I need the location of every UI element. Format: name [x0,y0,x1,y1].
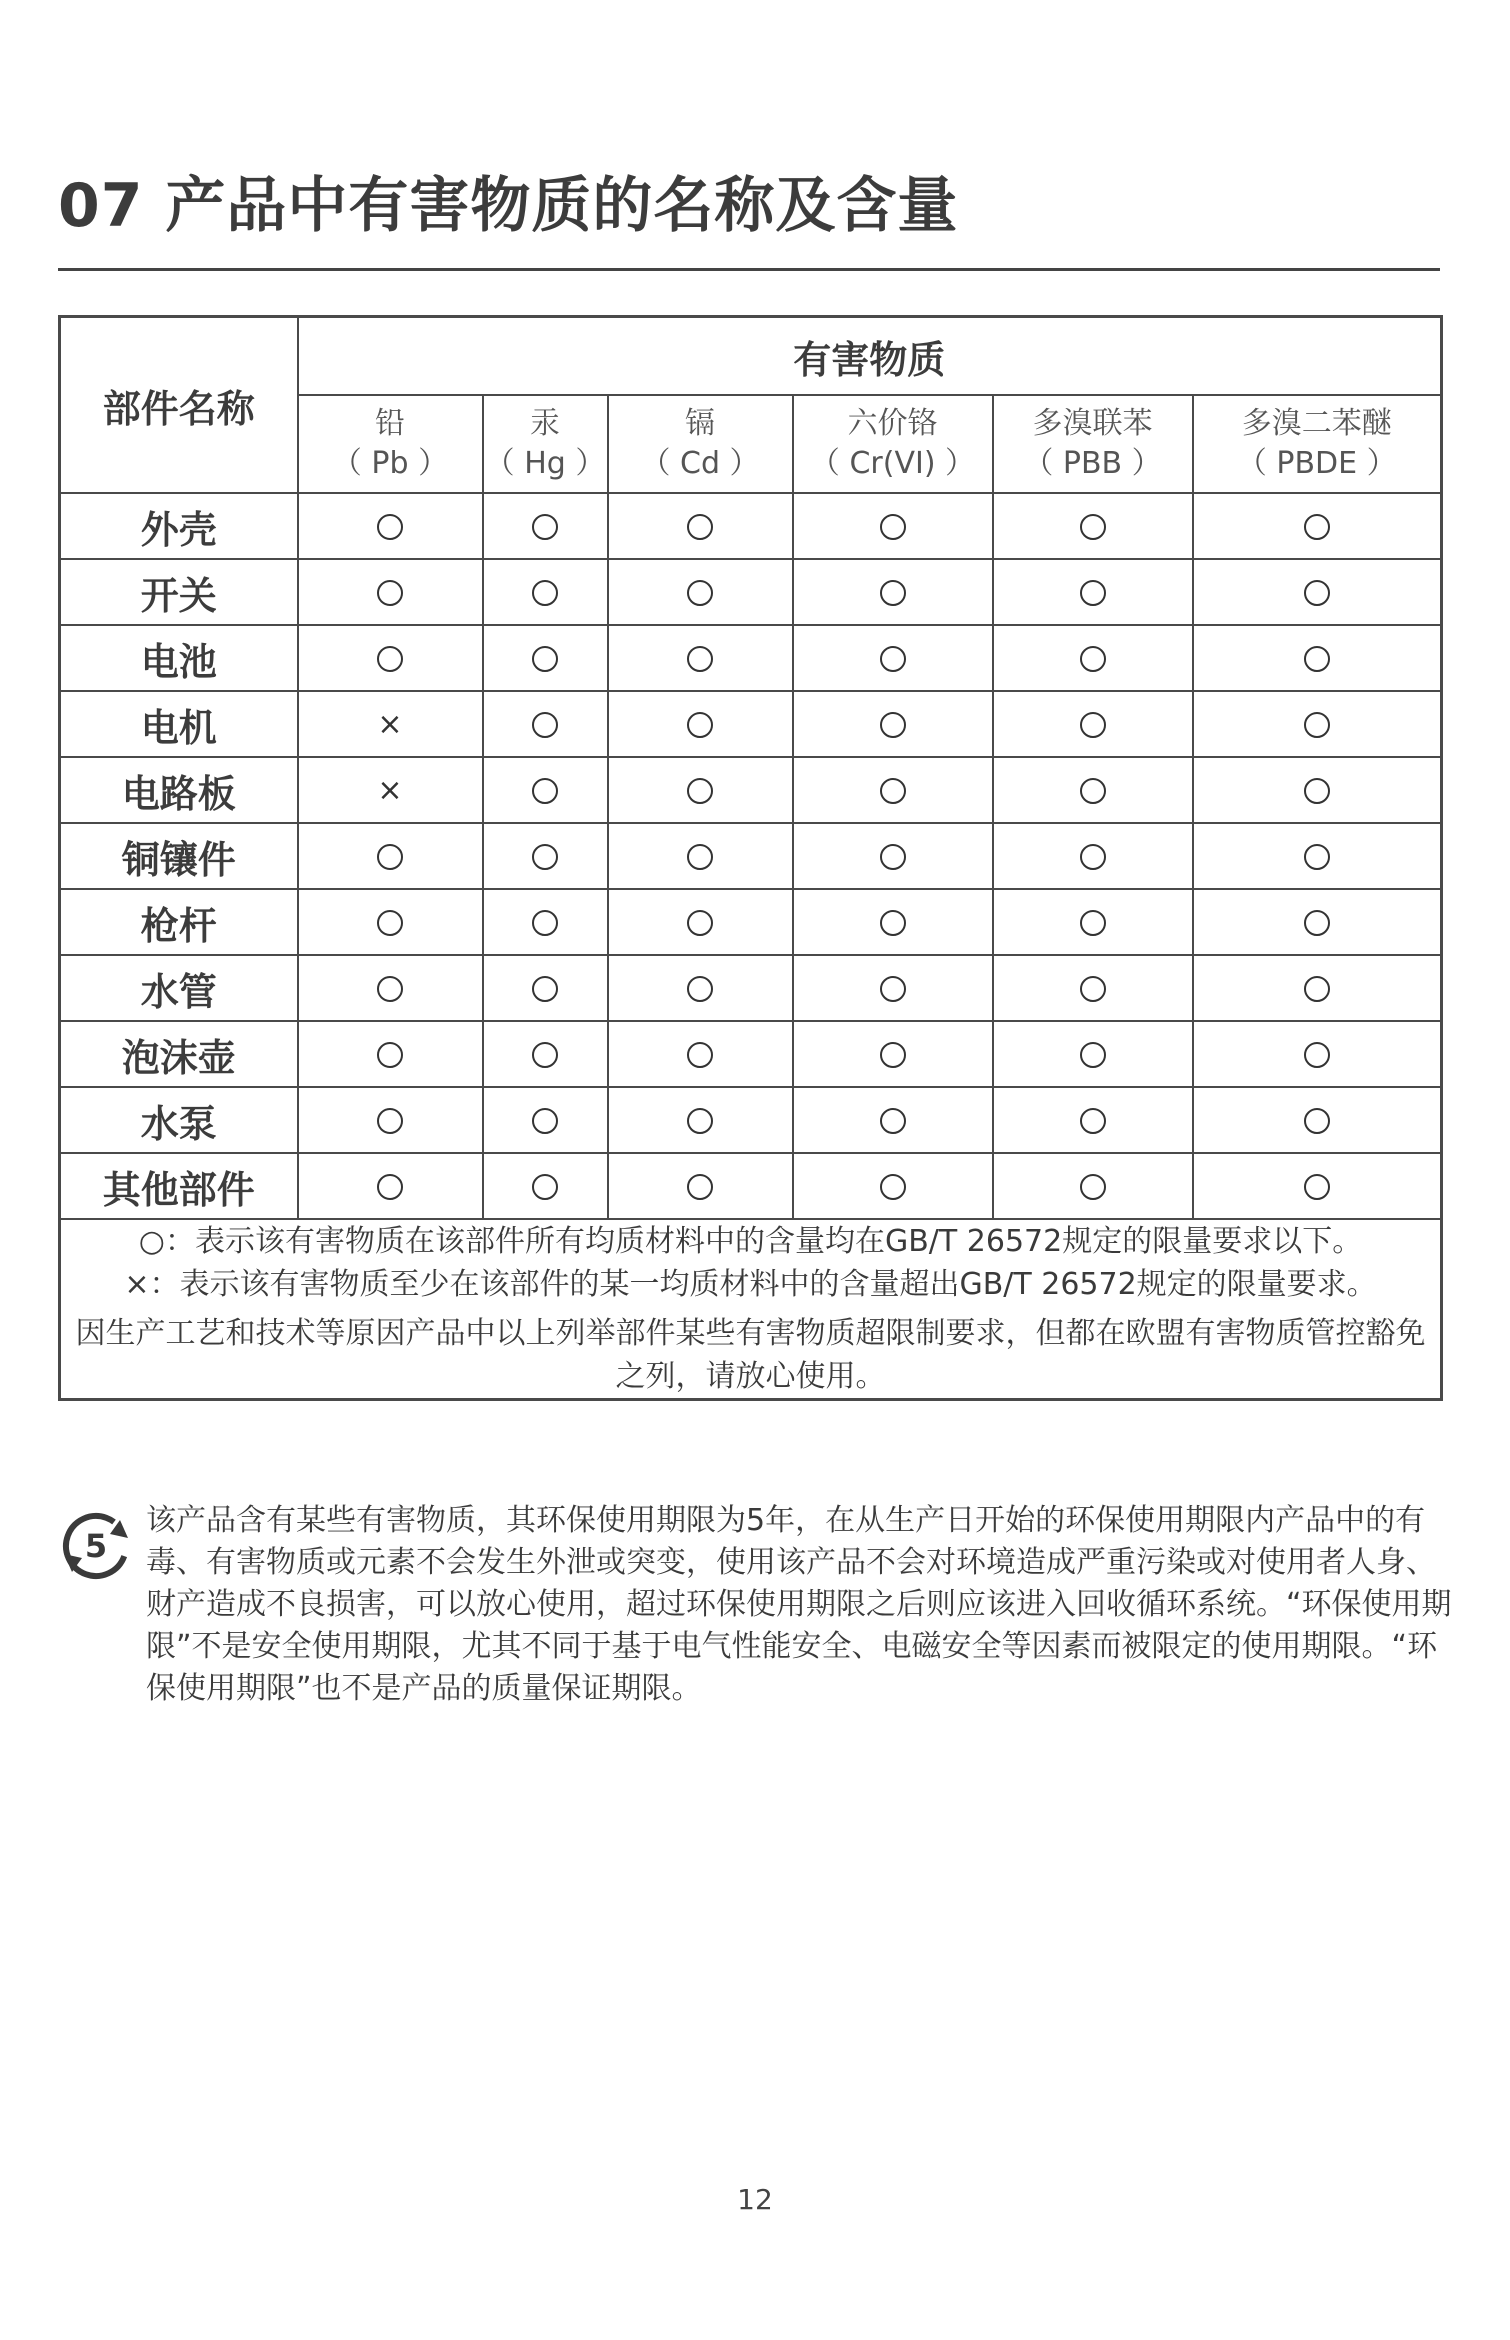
compliant-circle-icon [880,976,906,1002]
substance-mark-cell [1193,493,1442,559]
substance-mark-cell [298,625,483,691]
compliant-circle-icon [1080,1174,1106,1200]
substance-symbol: （ Hg ） [484,446,606,481]
part-name: 泡沫壶 [60,1021,298,1087]
compliant-circle-icon [1080,778,1106,804]
page-title: 07 产品中有害物质的名称及含量 [58,171,959,241]
part-name: 水泵 [60,1087,298,1153]
compliant-circle-icon [880,712,906,738]
compliant-circle-icon [1304,1174,1330,1200]
compliant-circle-icon [1080,976,1106,1002]
substance-mark-cell [298,559,483,625]
compliant-circle-icon [880,1108,906,1134]
part-name: 水管 [60,955,298,1021]
compliant-circle-icon [532,910,558,936]
substance-mark-cell [793,493,993,559]
compliant-circle-icon [1304,580,1330,606]
compliant-circle-icon [377,580,403,606]
substance-mark-cell [993,1153,1193,1219]
compliant-circle-icon [687,1174,713,1200]
substance-mark-cell [298,889,483,955]
substance-mark-cell [608,559,793,625]
rohs-statement [58,1500,1458,1710]
substance-mark-cell [793,625,993,691]
substance-mark-cell [483,1153,608,1219]
compliant-circle-icon [687,1042,713,1068]
circle-note: ○：表示该有害物质在该部件所有均质材料中的含量均在GB/T 26572规定的限量要求以下。 [138,1224,1363,1259]
table-row [60,493,1442,559]
compliant-circle-icon [377,844,403,870]
substance-header [793,395,993,493]
substance-mark-cell [1193,955,1442,1021]
substance-name: 镉 [685,406,715,441]
compliant-circle-icon [532,514,558,540]
compliant-circle-icon [1304,844,1330,870]
substance-mark-cell [483,691,608,757]
compliant-circle-icon [1304,1108,1330,1134]
substance-mark-cell [483,559,608,625]
compliant-circle-icon [532,1174,558,1200]
substance-mark-cell [1193,691,1442,757]
compliant-circle-icon [532,844,558,870]
substance-mark-cell [1193,625,1442,691]
substance-mark-cell [993,1087,1193,1153]
substance-mark-cell [298,493,483,559]
compliant-circle-icon [880,1174,906,1200]
substance-mark-cell [298,823,483,889]
substance-mark-cell [993,889,1193,955]
compliant-circle-icon [377,514,403,540]
substance-mark-cell [483,1087,608,1153]
compliant-circle-icon [1080,844,1106,870]
compliant-circle-icon [1304,646,1330,672]
substance-mark-cell [993,1021,1193,1087]
page-number: 12 [737,2183,773,2216]
hazardous-substances-table [58,315,1443,1401]
exceeds-cross-mark: × [377,707,403,742]
compliant-circle-icon [532,646,558,672]
substance-mark-cell [298,757,483,823]
substance-name: 多溴联苯 [1032,406,1153,441]
substance-mark-cell [793,691,993,757]
substance-header [483,395,608,493]
compliant-circle-icon [1304,910,1330,936]
substance-symbol: （ Cd ） [640,446,760,481]
substance-mark-cell [483,1021,608,1087]
substance-mark-cell [993,625,1193,691]
substance-name: 六价铬 [847,406,938,441]
compliant-circle-icon [1080,910,1106,936]
substance-mark-cell [993,559,1193,625]
substance-mark-cell [793,559,993,625]
substance-mark-cell [993,823,1193,889]
compliant-circle-icon [1080,580,1106,606]
substance-mark-cell [793,1021,993,1087]
compliant-circle-icon [880,514,906,540]
table-row [60,823,1442,889]
compliant-circle-icon [1304,1042,1330,1068]
part-name: 枪杆 [60,889,298,955]
substance-mark-cell [793,757,993,823]
hazardous-substance-header: 有害物质 [298,317,1442,396]
substance-mark-cell [608,1087,793,1153]
table-row [60,559,1442,625]
compliant-circle-icon [880,844,906,870]
table-row [60,691,1442,757]
compliant-circle-icon [1080,1108,1106,1134]
substance-symbol: （ PBDE ） [1236,446,1397,481]
substance-mark-cell [793,823,993,889]
compliant-circle-icon [1304,778,1330,804]
substance-symbol: （ PBB ） [1023,446,1162,481]
substance-mark-cell [298,1087,483,1153]
compliant-circle-icon [687,646,713,672]
table-row [60,1021,1442,1087]
substance-name: 多溴二苯醚 [1241,406,1392,441]
substance-mark-cell [608,955,793,1021]
compliant-circle-icon [377,646,403,672]
compliant-circle-icon [880,646,906,672]
compliant-circle-icon [532,976,558,1002]
substance-mark-cell [608,1021,793,1087]
compliant-circle-icon [377,910,403,936]
part-name: 开关 [60,559,298,625]
substance-mark-cell [993,955,1193,1021]
title-divider [58,268,1440,271]
compliant-circle-icon [687,910,713,936]
compliant-circle-icon [1080,1042,1106,1068]
part-name-header: 部件名称 [60,317,298,494]
substance-mark-cell [298,955,483,1021]
compliant-circle-icon [1080,712,1106,738]
substance-mark-cell [793,889,993,955]
compliant-circle-icon [1080,646,1106,672]
compliant-circle-icon [532,1108,558,1134]
compliant-circle-icon [880,580,906,606]
compliant-circle-icon [532,1042,558,1068]
substance-mark-cell [608,493,793,559]
substance-mark-cell [483,757,608,823]
substance-mark-cell [1193,1153,1442,1219]
substance-symbol: （ Cr(VI) ） [809,446,976,481]
table-row [60,889,1442,955]
exemption-note: 因生产工艺和技术等原因产品中以上列举部件某些有害物质超限制要求，但都在欧盟有害物质管控豁免之列，请放心使用。 [75,1316,1426,1394]
table-row [60,757,1442,823]
substance-header [993,395,1193,493]
compliant-circle-icon [377,1042,403,1068]
table-row [60,625,1442,691]
compliant-circle-icon [880,1042,906,1068]
table-row [60,1087,1442,1153]
compliant-circle-icon [880,778,906,804]
substance-mark-cell [1193,757,1442,823]
substance-mark-cell [483,955,608,1021]
compliant-circle-icon [687,778,713,804]
substance-mark-cell [608,1153,793,1219]
substance-mark-cell [1193,823,1442,889]
compliant-circle-icon [687,1108,713,1134]
substance-symbol: （ Pb ） [331,446,449,481]
compliant-circle-icon [687,580,713,606]
compliant-circle-icon [880,910,906,936]
exceeds-cross-mark: × [377,773,403,808]
compliant-circle-icon [687,712,713,738]
substance-mark-cell [483,625,608,691]
cross-note: ×：表示该有害物质至少在该部件的某一均质材料中的含量超出GB/T 26572规定的限量要求。 [124,1267,1377,1302]
icon-number: 5 [84,1527,108,1565]
substance-mark-cell [1193,1021,1442,1087]
substance-header [608,395,793,493]
substance-name: 铅 [375,406,405,441]
compliant-circle-icon [1304,712,1330,738]
substance-mark-cell [298,1153,483,1219]
substance-mark-cell [608,889,793,955]
part-name: 电池 [60,625,298,691]
substance-mark-cell [1193,559,1442,625]
table-row [60,955,1442,1021]
compliant-circle-icon [377,976,403,1002]
compliant-circle-icon [1080,514,1106,540]
substance-mark-cell [1193,1087,1442,1153]
substance-mark-cell [608,625,793,691]
substance-mark-cell [993,691,1193,757]
part-name: 电机 [60,691,298,757]
substance-mark-cell [483,493,608,559]
substance-header [298,395,483,493]
substance-mark-cell [298,691,483,757]
compliant-circle-icon [532,778,558,804]
compliant-circle-icon [687,976,713,1002]
substance-mark-cell [793,1087,993,1153]
part-name: 铜镶件 [60,823,298,889]
substance-mark-cell [793,1153,993,1219]
substance-mark-cell [608,691,793,757]
substance-mark-cell [483,889,608,955]
compliant-circle-icon [1304,514,1330,540]
substance-mark-cell [793,955,993,1021]
substance-header [1193,395,1442,493]
table-notes [60,1219,1442,1400]
substance-mark-cell [993,757,1193,823]
compliant-circle-icon [377,1174,403,1200]
rohs-text: 该产品含有某些有害物质，其环保使用期限为5年，在从生产日开始的环保使用期限内产品中的有毒、有害物质或元素不会发生外泄或突变，使用该产品不会对环境造成严重污染或对使用者人身、财产造成不良损害，可以放心使用，超过环保使用期限之后则应该进入回收循环系统。“环保使用期限”不是安全使用期限，尤其不同于基于电气性能安全、电磁安全等因素而被限定的使用期限。“环保使用期限”也不是产品的质量保证期限。 [146,1503,1452,1706]
part-name: 电路板 [60,757,298,823]
compliant-circle-icon [687,844,713,870]
compliant-circle-icon [1304,976,1330,1002]
substance-mark-cell [298,1021,483,1087]
substance-mark-cell [608,823,793,889]
substance-mark-cell [608,757,793,823]
part-name: 外壳 [60,493,298,559]
substance-mark-cell [993,493,1193,559]
compliant-circle-icon [687,514,713,540]
table-row [60,1153,1442,1219]
substance-name: 汞 [530,406,560,441]
compliant-circle-icon [532,712,558,738]
substance-mark-cell [483,823,608,889]
compliant-circle-icon [532,580,558,606]
part-name: 其他部件 [60,1153,298,1219]
substance-mark-cell [1193,889,1442,955]
compliant-circle-icon [377,1108,403,1134]
